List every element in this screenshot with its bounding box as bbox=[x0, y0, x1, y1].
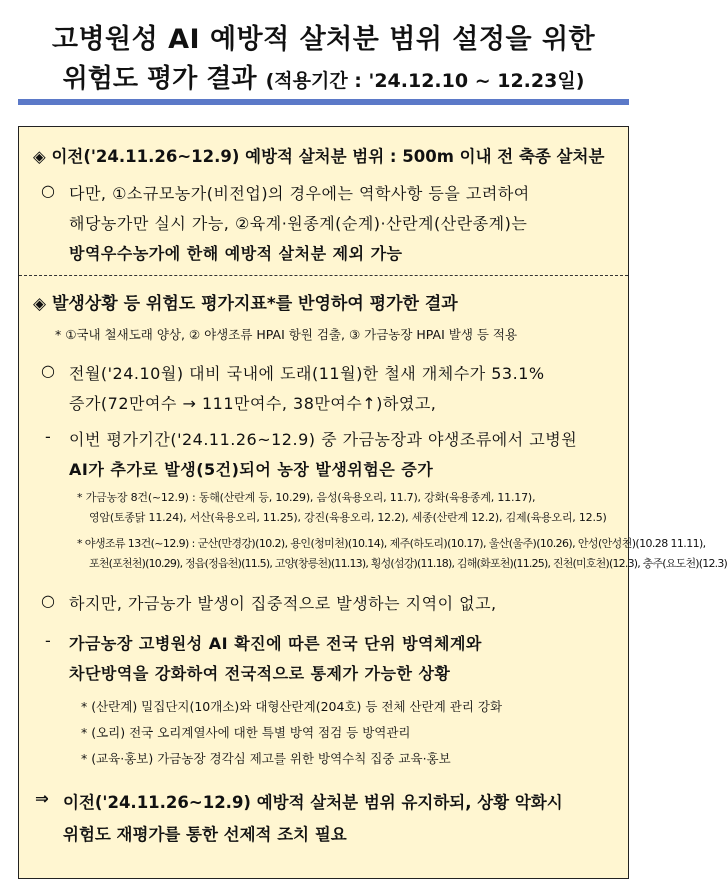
section-previous-range bbox=[19, 127, 628, 276]
sub-note-1: * (산란계) 밀집단지(10개소)와 대형산란계(204호) 등 전체 산란계 관리 강화 bbox=[81, 699, 503, 714]
farm-note-line-2: 영암(토종닭 11.24), 서산(육용오리, 11.25), 강진(육용오리, 12.2), 세종(산란계 12.2), 김제(육용오리, 12.5) bbox=[89, 511, 607, 524]
section1-line-1: 다만, ①소규모농가(비전업)의 경우에는 역학사항 등을 고려하여 bbox=[69, 184, 530, 203]
p3-bullet: ○ bbox=[41, 591, 56, 610]
section2-heading bbox=[33, 289, 458, 314]
p3-line-1: 하지만, 가금농가 발생이 집중적으로 발생하는 지역이 없고, bbox=[69, 594, 497, 613]
section1-bullet bbox=[41, 181, 55, 200]
title-main: 위험도 평가 결과 bbox=[62, 64, 257, 94]
conclusion-line-2: 위험도 재평가를 통한 선제적 조치 필요 bbox=[63, 825, 347, 844]
title-underline bbox=[18, 99, 629, 105]
diamond-icon: ◈ bbox=[33, 294, 47, 314]
sub-note-3: * (교육·홍보) 가금농장 경각심 제고를 위한 방역수칙 집중 교육·홍보 bbox=[81, 751, 451, 766]
wild-note-line-1: * 야생조류 13건(~12.9) : 군산(만경강)(10.2), 용인(청미천)(10.14), 제주(하도리)(10.17), 울산(울주)(10.26), 안성(안성천)(10.28 11.11), bbox=[77, 537, 706, 550]
p2-line-2: AI가 추가로 발생(5건)되어 농장 발생위험은 증가 bbox=[69, 460, 434, 479]
p1-line-2: 증가(72만여수 → 111만여수, 38만여수↑)하였고, bbox=[69, 394, 437, 413]
p2-bullet: - bbox=[45, 427, 52, 446]
p4-line-2: 차단방역을 강화하여 전국적으로 통제가 가능한 상황 bbox=[69, 664, 451, 683]
p4-bullet: - bbox=[45, 631, 52, 650]
p2-line-1: 이번 평가기간('24.11.26~12.9) 중 가금농장과 야생조류에서 고병원 bbox=[69, 430, 578, 449]
assessment-footnote: * ①국내 철새도래 양상, ② 야생조류 HPAI 항원 검출, ③ 가금농장 HPAI 발생 등 적용 bbox=[55, 327, 518, 342]
content-panel bbox=[18, 126, 727, 879]
conclusion-line-1: 이전('24.11.26~12.9) 예방적 살처분 범위 유지하되, 상황 악화시 bbox=[63, 793, 563, 812]
diamond-icon: ◈ bbox=[33, 147, 46, 166]
farm-note-line-1: * 가금농장 8건(~12.9) : 동해(산란계 등, 10.29), 음성(육용오리, 11.7), 강화(육용종계, 11.17), bbox=[77, 491, 536, 504]
wild-note-line-2: 포천(포천천)(10.29), 정읍(정읍천)(11.5), 고양(창릉천)(11.13), 횡성(섬강)(11.18), 김해(화포천)(11.25), 진천(미호천)(12.3), 충주(요도천)(12.3) bbox=[89, 557, 727, 570]
section1-heading bbox=[33, 143, 604, 167]
title-period: (적용기간 : '24.12.10 ~ 12.23일) bbox=[265, 70, 585, 92]
section2-heading-text: 발생상황 등 위험도 평가지표*를 반영하여 평가한 결과 bbox=[52, 294, 458, 314]
title-block bbox=[18, 22, 629, 100]
circle-bullet-icon: ○ bbox=[41, 181, 56, 200]
p1-line-1: 전월('24.10월) 대비 국내에 도래(11월)한 철새 개체수가 53.1% bbox=[69, 364, 545, 383]
conclusion-arrow-icon: ⇒ bbox=[35, 789, 49, 808]
section1-heading-text: 이전('24.11.26~12.9) 예방적 살처분 범위 : 500m 이내 전 축종 살처분 bbox=[51, 147, 605, 166]
p1-bullet: ○ bbox=[41, 361, 56, 380]
section1-line-3: 방역우수농가에 한해 예방적 살처분 제외 가능 bbox=[69, 244, 403, 263]
title-line-1: 고병원성 AI 예방적 살처분 범위 설정을 위한 bbox=[51, 24, 596, 55]
section1-line-2: 해당농가만 실시 가능, ②육계·원종계(순계)·산란계(산란종계)는 bbox=[69, 214, 528, 233]
p4-line-1: 가금농장 고병원성 AI 확진에 따른 전국 단위 방역체계와 bbox=[69, 634, 482, 653]
section-risk-assessment bbox=[19, 275, 727, 880]
title-line-2 bbox=[18, 60, 629, 100]
sub-note-2: * (오리) 전국 오리계열사에 대한 특별 방역 점검 등 방역관리 bbox=[81, 725, 411, 740]
